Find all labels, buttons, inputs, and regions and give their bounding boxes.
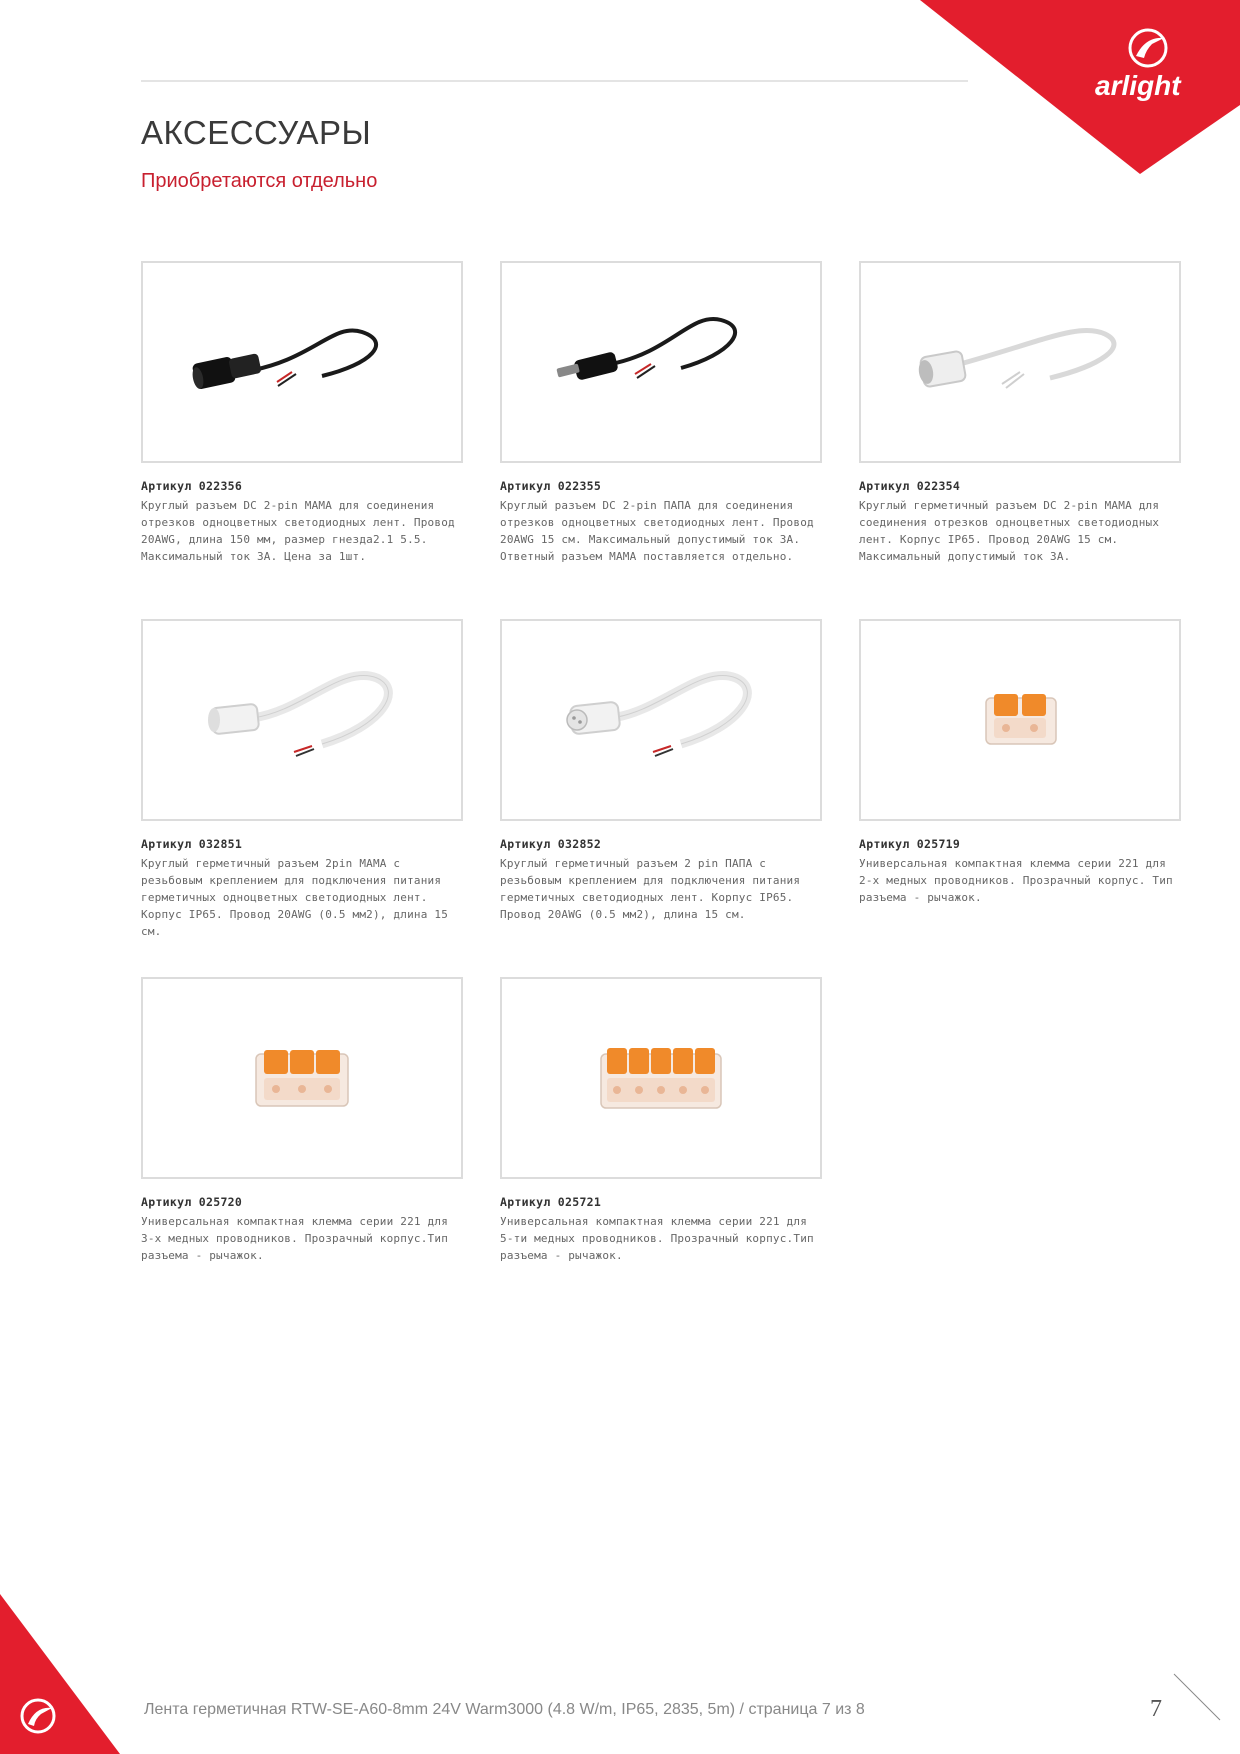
product-image-frame [141,261,463,463]
product-description: Универсальная компактная клемма серии 221 для 5-ти медных проводников. Прозрачный корпус.Тип разъема - рычажок. [500,1215,814,1262]
product-sku: Артикул 032851 [141,837,243,851]
product-card [500,619,822,923]
product-image-frame [500,619,822,821]
product-sku: Артикул 022354 [859,479,961,493]
product-card [141,261,463,565]
product-sku: Артикул 032852 [500,837,602,851]
product-description: Круглый герметичный разъем 2 pin ПАПА с резьбовым креплением для подключения питания герметичных светодиодных лент. Корпус IP65. Провод 20AWG (0.5 мм2), длина 15 см. [500,857,801,921]
footer-document-title: Лента герметичная RTW-SE-A60-8mm 24V Warm3000 (4.8 W/m, IP65, 2835, 5m) / страница 7 из 8 [144,1701,865,1718]
black-dc-female-cable-icon [172,302,432,422]
product-description: Универсальная компактная клемма серии 221 для 2-х медных проводников. Прозрачный корпус. Тип разъема - рычажок. [859,857,1173,904]
product-description: Круглый герметичный разъем DC 2-pin МАМА для соединения отрезков одноцветных светодиодных лент. Корпус IP65. Провод 20AWG 15 см. Максимальный допустимый ток 3А. [859,499,1160,563]
product-image-frame [500,261,822,463]
clear-sealed-dc-female-cable-icon [890,302,1150,422]
page-number-divider [1172,1672,1222,1722]
product-image-frame [500,977,822,1179]
product-card [500,977,822,1264]
product-description: Круглый разъем DC 2-pin МАМА для соединения отрезков одноцветных светодиодных лент. Провод 20AWG, длина 150 мм, размер гнезда2.1 5.5. Максимальный ток 3А. Цена за 1шт. [141,499,455,563]
product-sku: Артикул 025719 [859,837,961,851]
lever-terminal-2-icon [890,660,1150,780]
product-description: Круглый герметичный разъем 2pin МАМА с резьбовым креплением для подключения питания герметичных одноцветных светодиодных лент. Корпус IP65. Провод 20AWG (0.5 мм2), длина 15 см. [141,857,449,938]
header-divider [141,80,968,82]
product-card [141,619,463,940]
white-threaded-male-cable-icon [531,660,791,780]
product-image-frame [141,977,463,1179]
product-image-frame [859,261,1181,463]
page-title: АКСЕССУАРЫ [141,114,372,151]
product-description: Круглый разъем DC 2-pin ПАПА для соединения отрезков одноцветных светодиодных лент. Провод 20AWG 15 см. Максимальный допустимый ток 3А. Ответный разъем МАМА поставляется отдельно. [500,499,814,563]
product-card [500,261,822,565]
page-subtitle: Приобретаются отдельно [141,170,378,192]
product-description: Универсальная компактная клемма серии 221 для 3-х медных проводников. Прозрачный корпус.Тип разъема - рычажок. [141,1215,449,1262]
lever-terminal-5-icon [531,1018,791,1138]
product-sku: Артикул 025721 [500,1195,602,1209]
page-number: 7 [1150,1696,1162,1722]
product-sku: Артикул 025720 [141,1195,243,1209]
product-card [859,619,1181,906]
product-card [141,977,463,1264]
white-threaded-female-cable-icon [172,660,432,780]
product-card [859,261,1181,565]
black-dc-male-cable-icon [531,302,791,422]
brand-corner-banner [920,0,1240,180]
product-image-frame [141,619,463,821]
brand-corner-footer [0,1594,120,1754]
product-sku: Артикул 022356 [141,479,243,493]
lever-terminal-3-icon [172,1018,432,1138]
logo-wordmark: arlight [1095,70,1181,101]
product-image-frame [859,619,1181,821]
product-sku: Артикул 022355 [500,479,602,493]
